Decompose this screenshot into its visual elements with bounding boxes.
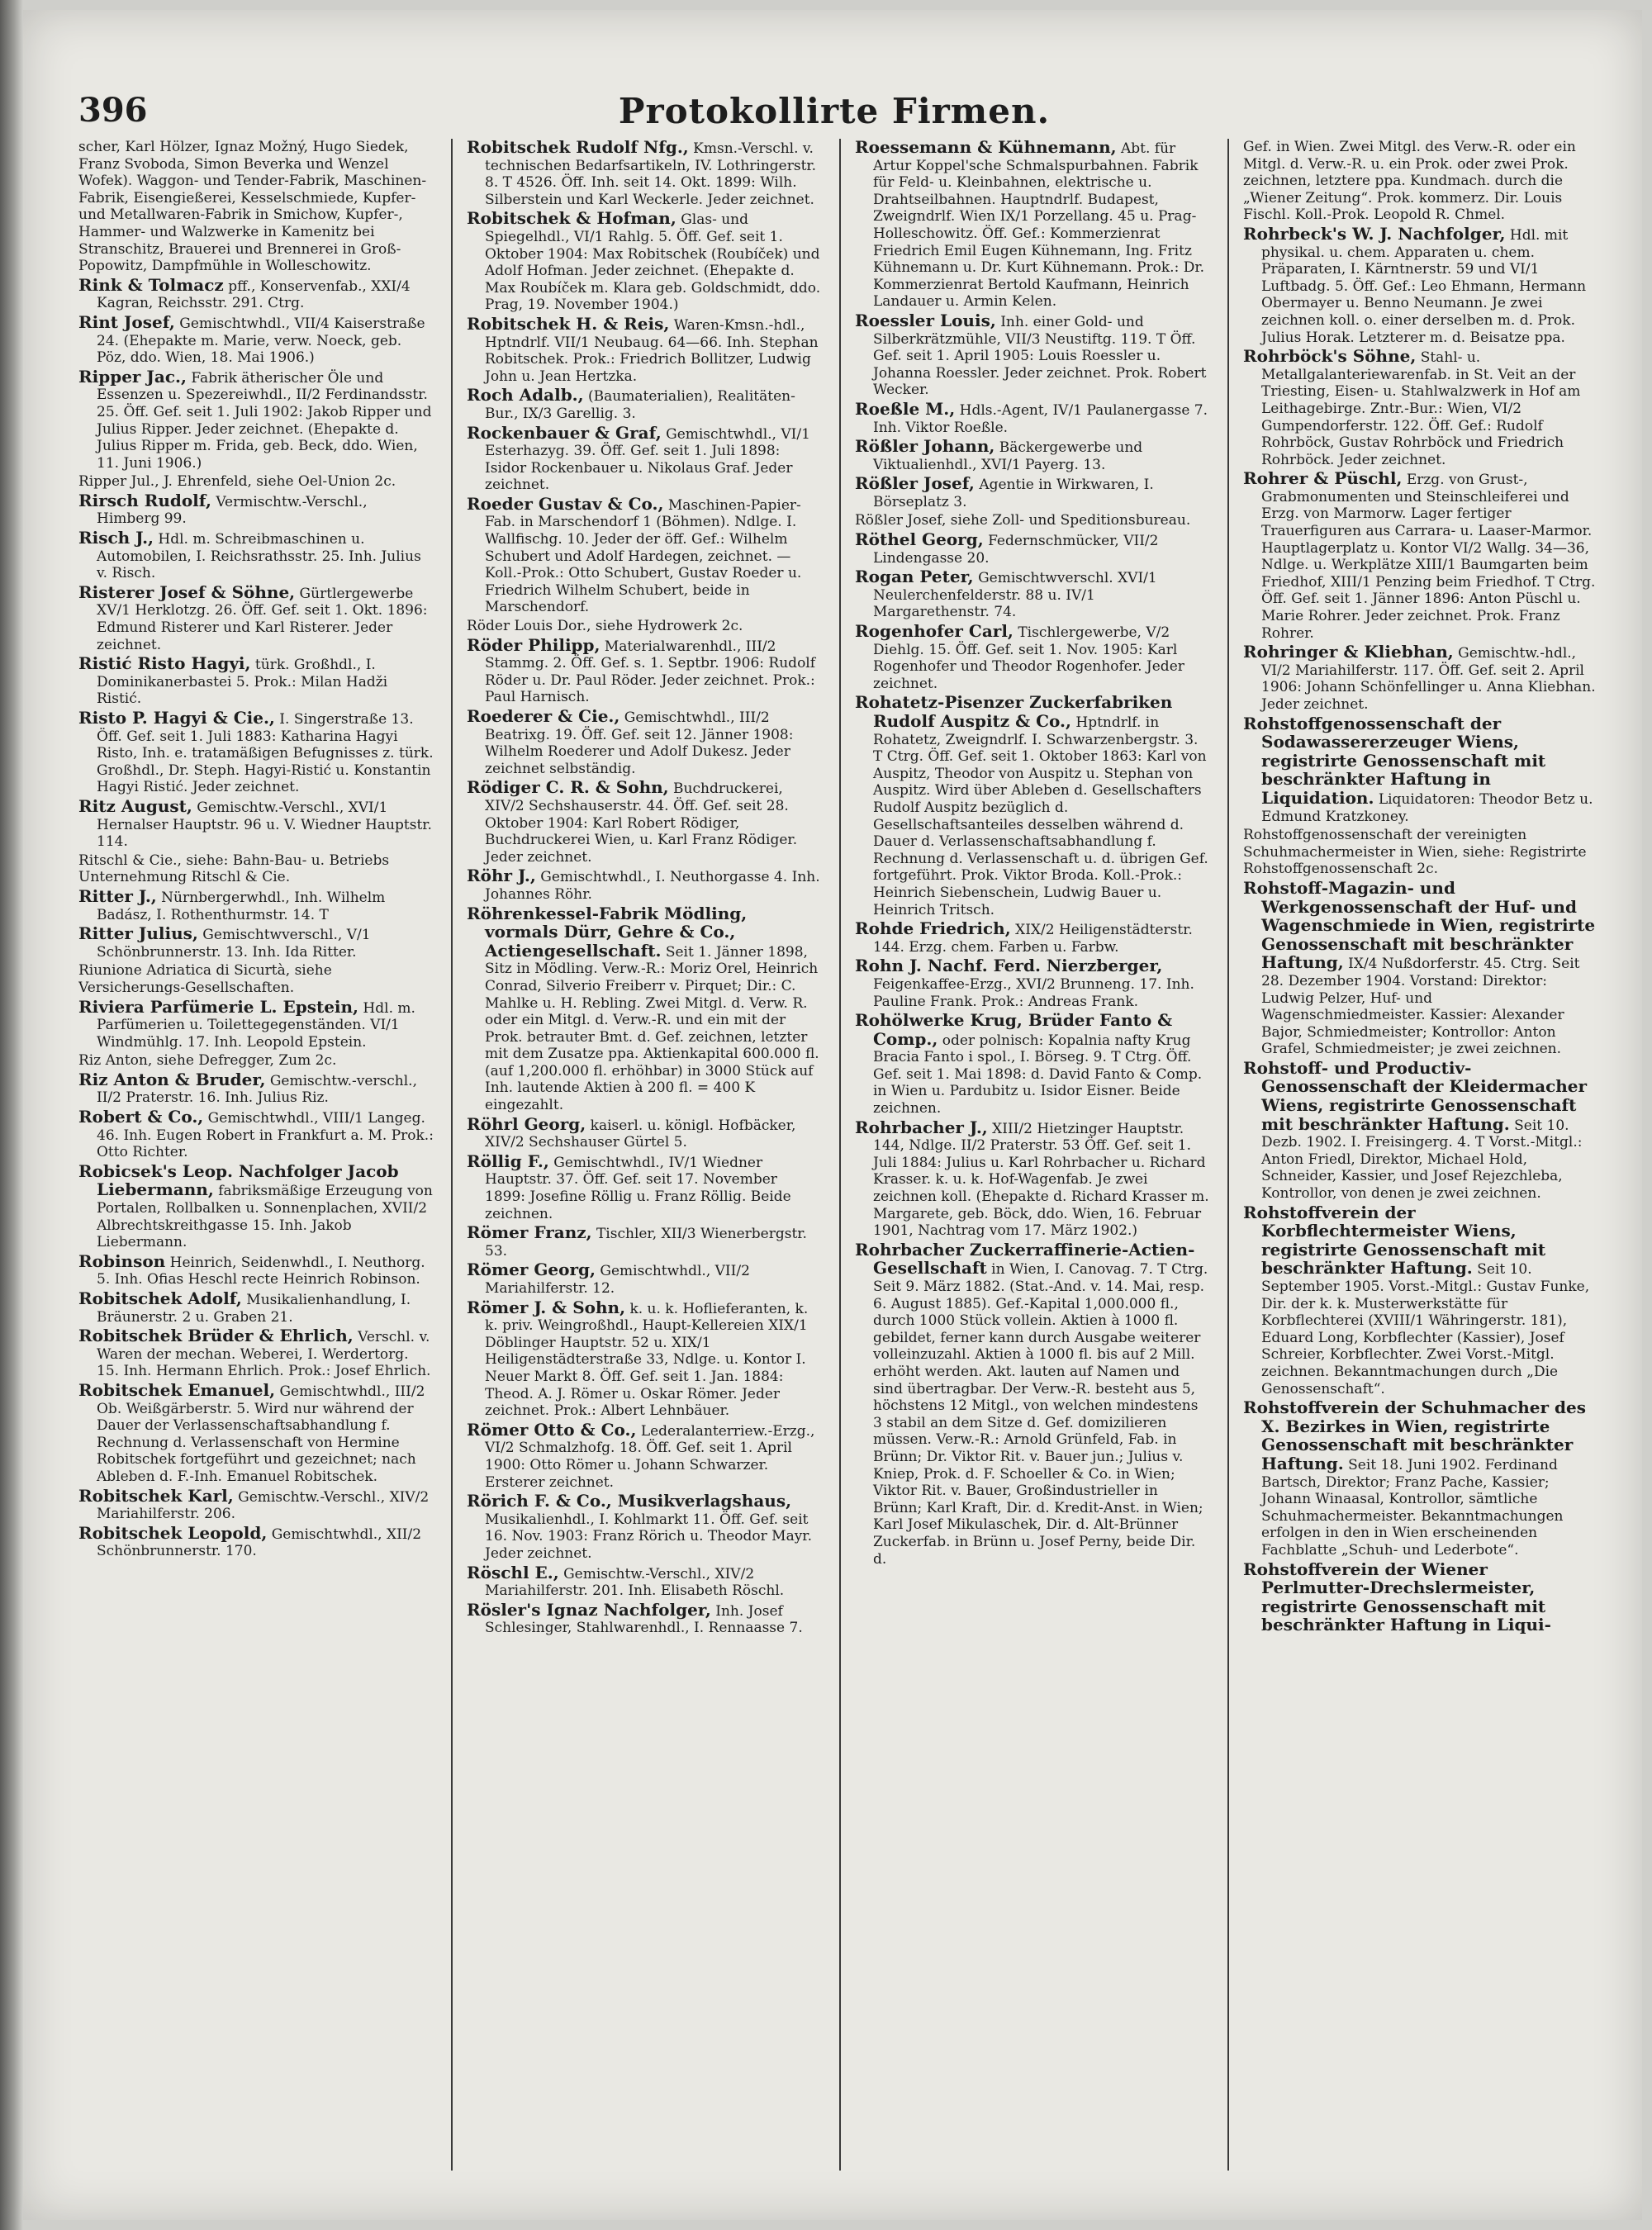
directory-entry (1243, 877, 1598, 1058)
entry-text: (Baumaterialien), Realitäten-Bur., IX/3 Garellig. 3. (485, 388, 795, 422)
firm-name: Rockenbauer & Graf, (467, 422, 662, 443)
directory-entry (467, 1492, 822, 1562)
scan-edge (0, 0, 23, 2230)
directory-entry (78, 492, 434, 528)
firm-name: Robinson (78, 1250, 166, 1271)
directory-entry (1243, 348, 1598, 468)
firm-name: Röllig F., (467, 1151, 549, 1171)
firm-name: Rörich F. & Co., Musikverlagshaus, (467, 1491, 792, 1511)
entry-text: Ritschl & Cie., siehe: Bahn-Bau- u. Betriebs Unternehmung Ritschl & Cie. (78, 852, 390, 886)
directory-entry (855, 438, 1210, 473)
firm-name: Röder Philipp, (467, 634, 601, 655)
entry-text: Inh. Josef Schlesinger, Stahlwarenhdl., I. Rennaasse 7. (485, 1602, 803, 1637)
directory-entry (78, 1108, 434, 1161)
directory-entry (1243, 827, 1598, 878)
directory-entry (78, 1522, 434, 1560)
directory-entry (467, 1601, 822, 1637)
directory-entry (78, 925, 434, 961)
firm-name: Roeßle M., (855, 398, 956, 419)
entry-text: Gemischtwhdl., IV/1 Wiedner Hauptstr. 37. Öff. Gef. seit 17. November 1899: Josefine Röllig u. Franz Röllig. Beide zeichnen. (485, 1154, 791, 1222)
firm-name: Rirsch Rudolf, (78, 490, 211, 510)
entry-text: Inh. einer Gold- und Silberkrätzmühle, VII/3 Neustiftg. 119. T Öff. Gef. seit 1. April 1905: Louis Roessler u. Johanna Roessler. Jeder zeichnet. Prok. Robert Wecker. (873, 313, 1207, 399)
firm-name: Rohde Friedrich, (855, 918, 1011, 939)
entry-text: Materialwarenhdl., III/2 Stammg. 2. Öff. Gef. s. 1. Septbr. 1906: Rudolf Röder u. Dr. Paul Röder. Jeder zeichnet. Prok.: Paul Harnisch. (485, 638, 816, 706)
firm-name: Risterer Josef & Söhne, (78, 581, 296, 602)
entry-text: Erzg. von Grust-, Grabmonumenten und Steinschleiferei und Erzg. von Marmorw. Lager fertiger Trauerfiguren aus Carrara- u. Laaser-Marmor. Hauptlagerplatz u. Kontor VI/2 Wallg. 34—36, Ndlge. u. Werkplätze XIII/1 Baumgarten beim Friedhof, XIII/1 Penzing beim Friedhof. T Ctrg. Öff. Gef. seit 1. Jänner 1896: Anton Püschl u. Marie Rohrer. Jeder zeichnet. Prok. Franz Rohrer. (1261, 472, 1596, 642)
column-2 (467, 139, 822, 2187)
directory-entry (78, 529, 434, 582)
entry-text: Musikalienhandlung, I. Bräunerstr. 2 u. Graben 21. (97, 1292, 411, 1326)
firm-name: Robitschek & Hofman, (467, 208, 676, 229)
entry-text: Gemischtwhdl., VII/2 Mariahilferstr. 12. (485, 1263, 750, 1297)
directory-entry (467, 313, 822, 385)
column-divider (451, 139, 453, 2171)
firm-name: Robitschek H. & Reis, (467, 313, 670, 334)
directory-entry (78, 274, 434, 312)
directory-entry (855, 1241, 1210, 1568)
firm-name: Rohstoffgenossenschaft der Sodawassererzeuger Wiens, registrirte Genossenschaft mit beschränkter Haftung in Liquidation. (1243, 713, 1546, 808)
entry-text: Waren-Kmsn.-hdl., Hptndrlf. VII/1 Neubaug. 64—66. Inh. Stephan Robitschek. Prok.: Friedrich Bollitzer, Ludwig John u. Jean Hertzka. (485, 316, 819, 385)
directory-entry (78, 1487, 434, 1523)
column-4 (1243, 139, 1598, 2187)
firm-name: Rohstoffverein der Schuhmacher des X. Bezirkes in Wien, registrirte Genossenschaft mit beschränkter Haftung. (1243, 1397, 1586, 1473)
entry-text: Verschl. v. Waren der mechan. Weberei, I. Werdertorg. 15. Inh. Hermann Ehrlich. Prok.: Josef Ehrlich. (97, 1329, 431, 1380)
column-divider (839, 139, 841, 2171)
entry-text: Tischlergewerbe, V/2 Diehlg. 15. Öff. Gef. seit 1. Nov. 1905: Karl Rogenhofer und Theodor Rogenhofer. Jeder zeichnet. (873, 624, 1184, 692)
firm-name: Ritz August, (78, 795, 192, 816)
directory-entry (467, 779, 822, 866)
firm-name: Rogan Peter, (855, 567, 974, 587)
firm-name: Ripper Jac., (78, 366, 187, 387)
page-number: 396 (78, 91, 148, 130)
entry-text: Agentie in Wirkwaren, I. Börseplatz 3. (873, 477, 1154, 510)
entry-text: Gemischtwhdl., VII/4 Kaiserstraße 24. (Ehepakte m. Marie, verw. Noeck, geb. Pöz, ddo. Wien, 18. Mai 1906.) (97, 315, 425, 367)
entry-text: Gemischtwhdl., VI/1 Esterhazyg. 39. Öff. Gef. seit 1. Juli 1898: Isidor Rockenbauer u. Nikolaus Graf. Jeder zeichnet. (485, 425, 810, 494)
firm-name: Roessemann & Kühnemann, (855, 139, 1117, 157)
entry-text: Lederalanterriew.-Erzg., VI/2 Schmalzhofg. 18. Öff. Gef. seit 1. April 1900: Otto Römer u. Johann Schwarzer. Ersterer zeichnet. (485, 1422, 815, 1491)
directory-entry (855, 1012, 1210, 1117)
directory-entry (1243, 1561, 1598, 1635)
firm-name: Rößler Josef, (855, 473, 975, 494)
entry-text: Glas- und Spiegelhdl., VI/1 Rahlg. 5. Öff. Gef. seit 1. Oktober 1904: Max Robitschek (Roubíček) und Adolf Hofman. Jeder zeichnet. (Ehepakte d. Max Roubíček m. Klara geb. Goldschmidt, ddo. Prag, 19. November 1904.) (485, 211, 821, 314)
entry-text: Heinrich, Seidenwhdl., I. Neuthorg. 5. Inh. Ofias Heschl recte Heinrich Robinson. (97, 1254, 425, 1288)
directory-entry (78, 368, 434, 472)
entry-text: Gemischtw.-Verschl., XIV/2 Mariahilferstr. 206. (97, 1488, 430, 1523)
directory-entry (855, 957, 1210, 1010)
page-title: Protokollirte Firmen. (618, 91, 1051, 131)
entry-text: Gemischtw.-hdl., VI/2 Mariahilferstr. 117. Öff. Gef. seit 2. April 1906: Johann Schönfellinger u. Anna Kliebhan. Jeder zeichnet. (1261, 645, 1596, 713)
entry-text: Stahl- u. Metallgalanteriewarenfab. in St. Veit an der Triesting, Eisen- u. Stahlwalzwerk in Hof am Leithagebirge. Zntr.-Bur.: Wien, VI/2 Gumpendorferstr. 122. Öff. Gef.: Rudolf Rohrböck, Gustav Rohrböck und Friedrich Rohrböck. Jeder zeichnet. (1261, 349, 1581, 468)
firm-name: Rösler's Ignaz Nachfolger, (467, 1599, 711, 1620)
entry-text: Riunione Adriatica di Sicurtà, siehe Versicherungs-Gesellschaften. (78, 962, 332, 996)
column-1 (78, 139, 434, 2187)
firm-name: Rohstoff- und Productiv-Genossenschaft der Kleidermacher Wiens, registrirte Genossenschaft mit beschränkter Haftung. (1243, 1057, 1588, 1134)
directory-entry (1243, 1204, 1598, 1398)
directory-entry (467, 1224, 822, 1260)
firm-name: Rint Josef, (78, 311, 175, 332)
entry-text: Feigenkaffee-Erzg., XVI/2 Brunneng. 17. Inh. Pauline Frank. Prok.: Andreas Frank. (873, 975, 1194, 1010)
entry-text: Rößler Josef, siehe Zoll- und Speditionsbureau. (855, 512, 1191, 529)
entry-text: Liquidatoren: Theodor Betz u. Edmund Kratzkoney. (1261, 790, 1593, 825)
directory-entry (78, 885, 434, 923)
entry-text: Buchdruckerei, XIV/2 Sechshauserstr. 44. Öff. Gef. seit 28. Oktober 1904: Karl Robert Rödiger, Buchdruckerei Wien, u. Karl Franz Rödiger. Jeder zeichnet. (485, 780, 798, 866)
firm-name: Roeder Gustav & Co., (467, 493, 664, 514)
directory-entry (855, 623, 1210, 692)
entry-text: Seit 18. Juni 1902. Ferdinand Bartsch, Direktor; Franz Pache, Kassier; Johann Winaasal, Kontrollor, sämtliche Schuhmachermeister. Bekanntmachungen erfolgen in den in Wien erscheinenden Fachblatte „Schuh- und Lederbote“. (1261, 1456, 1564, 1559)
firm-name: Ritter Julius, (78, 923, 198, 944)
entry-text: Fabrik ätherischer Öle und Essenzen u. Spezereiwhdl., II/2 Ferdinandsstr. 25. Öff. Gef. seit 1. Juli 1902: Jakob Ripper und Julius Ripper. Jeder zeichnet. (Ehepakte d. Julius Ripper m. Frida, geb. Beck, ddo. Wien, 11. Juni 1906.) (97, 369, 432, 472)
entry-text: Rohstoffgenossenschaft der vereinigten Schuhmachermeister in Wien, siehe: Registrirte Rohstoffgenossenschaft 2c. (1243, 827, 1587, 878)
firm-name: Römer J. & Sohn, (467, 1297, 626, 1317)
directory-entry (1243, 1399, 1598, 1559)
firm-name: Röschl E., (467, 1562, 559, 1582)
firm-name: Römer Georg, (467, 1260, 596, 1280)
directory-entry (467, 1421, 822, 1491)
firm-name: Rink & Tolmacz (78, 274, 224, 295)
firm-name: Robert & Co., (78, 1107, 204, 1127)
firm-name: Rohrbacher J., (855, 1117, 988, 1137)
directory-entry (467, 210, 822, 314)
directory-entry (467, 139, 822, 208)
entry-text: Hptndrlf. in Rohatetz, Zweigndrlf. I. Schwarzenbergstr. 3. T Ctrg. Öff. Gef. seit 1. Oktober 1863: Karl von Auspitz, Theodor von Auspitz u. Stephan von Auspitz. Wird über Ableben d. Gesellschafters Rudolf Auspitz bezüglich d. Gesellschaftsanteiles desselben während d. Dauer d. Verlassenschaftsabhandlung f. Rechnung d. Verlassenschaft u. d. übrigen Gef. fortgeführt. Prok. Viktor Broda. Koll.-Prok.: Heinrich Siebenschein, Ludwig Bauer u. Heinrich Tritsch. (873, 714, 1208, 918)
firm-name: Ritter J., (78, 885, 157, 906)
firm-name: Robitschek Leopold, (78, 1522, 268, 1543)
entry-text: türk. Großhdl., I. Dominikanerbastei 5. Prok.: Milan Hadži Ristić. (97, 657, 388, 708)
entry-text: Kmsn.-Verschl. v. technischen Bedarfsartikeln, IV. Lothringerstr. 8. T 4526. Öff. Inh. seit 14. Okt. 1899: Wilh. Silberstein und Karl Weckerle. Jeder zeichnet. (485, 140, 817, 208)
directory-entry (78, 1379, 434, 1486)
firm-name: Rohatetz-Pisenzer Zuckerfabriken Rudolf Auspitz & Co., (855, 692, 1173, 731)
entry-text: Gemischtw.-Verschl., XIV/2 Mariahilferstr. 201. Inh. Elisabeth Röschl. (485, 1565, 785, 1600)
entry-text: Nürnbergerwhdl., Inh. Wilhelm Badász, I. Rothenthurmstr. 14. T (97, 889, 386, 923)
firm-name: Rogenhofer Carl, (855, 621, 1014, 642)
entry-text: fabriksmäßige Erzeugung von Portalen, Rollbalken u. Sonnenplachen, XVII/2 Albrechtskreithgasse 15. Inh. Jakob Liebermann. (97, 1183, 433, 1251)
firm-name: Rohstoff-Magazin- und Werkgenossenschaft der Huf- und Wagenschmiede in Wien, registrirte Genossenschaft mit beschränkter Haftung, (1243, 877, 1596, 973)
firm-name: Röthel Georg, (855, 529, 984, 550)
entry-text: scher, Karl Hölzer, Ignaz Možný, Hugo Siedek, Franz Svoboda, Simon Beverka und Wenzel Wofek). Waggon- und Tender-Fabrik, Maschinen-Fabrik, Eisengießerei, Kesselschmiede, Kupfer- und Metallwaren-Fabrik in Smichow, Kupfer-, Hammer- und Walzwerke in Kamenitz bei Stranschitz, Brauerei und Brennerei in Groß-Popowitz, Dampfmühle in Wolleschowitz. (78, 139, 427, 275)
directory-entry (467, 1153, 822, 1222)
entry-text: Gemischtwverschl., V/1 Schönbrunnerstr. 13. Inh. Ida Ritter. (97, 927, 371, 961)
firm-name: Risto P. Hagyi & Cie., (78, 708, 275, 728)
firm-name: Römer Franz, (467, 1222, 592, 1243)
firm-name: Robitschek Emanuel, (78, 1379, 276, 1400)
directory-entry (855, 1119, 1210, 1240)
directory-entry (78, 1071, 434, 1107)
directory-entry (467, 634, 822, 706)
firm-name: Rohrer & Püschl, (1243, 468, 1403, 489)
directory-entry (467, 1261, 822, 1297)
firm-name: Robitschek Rudolf Nfg., (467, 139, 689, 157)
directory-entry (78, 1250, 434, 1288)
firm-name: Rödiger C. R. & Sohn, (467, 777, 669, 798)
firm-name: Riviera Parfümerie L. Epstein, (78, 996, 359, 1017)
directory-entry (1243, 1057, 1598, 1203)
entry-text: Seit 1. Jänner 1898, Sitz in Mödling. Verw.-R.: Moriz Orel, Heinrich Conrad, Silverio Freiberr v. Pirquet; Dir.: C. Mahlke u. H. Rebling. Zwei Mitgl. d. Verw. R. oder ein Mitgl. d. Verw.-R. und ein mit der Prok. betrauter Bmt. d. Gef. zeichnen, letzter mit dem Zusatze ppa. Aktienkapital 600.000 fl. (auf 1,200.000 fl. erhöhbar) in 3000 Stück auf Inh. lautende Aktien à 200 fl. = 400 K eingezahlt. (485, 943, 819, 1114)
entry-text: Vermischtw.-Verschl., Himberg 99. (97, 493, 368, 528)
firm-name: Rohstoffverein der Wiener Perlmutter-Drechslermeister, registrirte Genossenschaft mit beschränkter Haftung in Liqui- (1243, 1559, 1551, 1635)
entry-text: Hdl. m. Schreibmaschinen u. Automobilen, I. Reichsrathsstr. 25. Inh. Julius v. Risch. (97, 531, 421, 582)
directory-entry (467, 708, 822, 777)
firm-name: Rohstoffverein der Korbflechtermeister Wiens, registrirte Genossenschaft mit beschränkter Haftung. (1243, 1202, 1546, 1279)
entry-text: IX/4 Nußdorferstr. 45. Ctrg. Seit 28. Dezember 1904. Vorstand: Direktor: Ludwig Pelzer, Huf- und Wagenschmiedmeister. Kassier: Alexander Bajor, Schmiedmeister; Kontrollor: Anton Grafel, Schmiedmeister; je zwei zeichnen. (1261, 956, 1580, 1058)
entry-text: oder polnisch: Kopalnia nafty Krug Bracia Fanto i spol., I. Börseg. 9. T Ctrg. Öff. Gef. seit 1. Mai 1898: d. David Fanto & Comp. in Wien u. Pardubitz u. Isidor Eisner. Beide zeichnen. (873, 1032, 1203, 1117)
directory-entry (855, 920, 1210, 956)
entry-text: Federnschmücker, VII/2 Lindengasse 20. (873, 533, 1159, 567)
directory-entry (78, 581, 434, 653)
directory-entry (855, 398, 1210, 436)
directory-entry (855, 312, 1210, 399)
directory-entry (467, 422, 822, 494)
entry-text: Röder Louis Dor., siehe Hydrowerk 2c. (467, 618, 743, 635)
entry-text: Hdl. mit physikal. u. chem. Apparaten u. chem. Präparaten, I. Kärntnerstr. 59 und VI/1 Luftbadg. 5. Öff. Gef.: Leo Ehmann, Hermann Obermayer u. Benno Neumann. Je zwei zeichnen koll. o. einer derselben m. d. Prok. Julius Horak. Letzterer m. d. Beisatze ppa. (1261, 226, 1587, 346)
firm-name: Robitschek Karl, (78, 1485, 234, 1506)
entry-text: Bäckergewerbe und Viktualienhdl., XVI/1 Payerg. 13. (873, 439, 1143, 473)
directory-entry (78, 709, 434, 796)
entry-text: Seit 10. September 1905. Vorst.-Mitgl.: Gustav Funke, Dir. der k. k. Musterwerkstätte für Korbflechterei (XVIII/1 Währingerstr. 181), Eduard Long, Korbflechter (Kassier), Josef Schreier, Korbflechter. Zwei Vorst.-Mitgl. zeichnen. Bekanntmachungen durch „Die Genossenschaft“. (1261, 1261, 1590, 1397)
firm-name: Riz Anton & Bruder, (78, 1069, 266, 1089)
entry-text: Gef. in Wien. Zwei Mitgl. des Verw.-R. oder ein Mitgl. d. Verw.-R. u. ein Prok. oder zwei Prok. zeichnen, letztere ppa. Kundmach. durch die „Wiener Zeitung“. Prok. kommerz. Dir. Louis Fischl. Koll.-Prok. Leopold R. Chmel. (1243, 139, 1576, 224)
directory-entry (1243, 225, 1598, 346)
entry-text: Gemischtwhdl., III/2 Beatrixg. 19. Öff. Gef. seit 12. Jänner 1908: Wilhelm Roederer und Adolf Dukesz. Jeder zeichnet selbständig. (485, 709, 794, 777)
directory-entry (78, 1160, 434, 1251)
directory-entry (78, 311, 434, 367)
firm-name: Ristić Risto Hagyi, (78, 653, 251, 674)
entry-text: Hdls.-Agent, IV/1 Paulanergasse 7. Inh. Viktor Roeßle. (873, 401, 1208, 436)
firm-name: Roederer & Cie., (467, 706, 620, 726)
entry-text: Gemischtwhdl., III/2 Ob. Weißgärberstr. 5. Wird nur während der Dauer der Verlassenschaftsabhandlung f. Rechnung d. Verlassenschaft von Hermine Robitschek fortgeführt und gezeichnet; nach Ableben d. F.-Inh. Emanuel Robitschek. (97, 1383, 425, 1485)
directory-entry (78, 962, 434, 996)
entry-text: Gemischtwverschl. XVI/1 Neulerchenfelderstr. 88 u. IV/1 Margarethenstr. 74. (873, 570, 1157, 621)
directory-entry (78, 1052, 434, 1070)
directory-entry (855, 694, 1210, 918)
directory-entry (78, 852, 434, 886)
directory-entry (1243, 643, 1598, 713)
entry-text: Gemischtw.-Verschl., XVI/1 Hernalser Hauptstr. 96 u. V. Wiedner Hauptstr. 114. (97, 799, 432, 851)
directory-entry (78, 1290, 434, 1326)
directory-entry (78, 139, 434, 275)
directory-entry (467, 1564, 822, 1600)
directory-entry (467, 1113, 822, 1151)
firm-name: Robitschek Brüder & Ehrlich, (78, 1326, 354, 1346)
firm-name: Röhrenkessel-Fabrik Mödling, vormals Dürr, Gehre & Co., Actiengesellschaft. (467, 903, 748, 961)
directory-entry (1243, 470, 1598, 642)
directory-entry (855, 512, 1210, 529)
firm-name: Römer Otto & Co., (467, 1419, 637, 1440)
directory-entry (855, 568, 1210, 621)
entry-text: Hdl. m. Parfümerien u. Toilettegegenständen. VI/1 Windmühlg. 17. Inh. Leopold Epstein. (97, 999, 415, 1051)
directory-entry (1243, 715, 1598, 826)
entry-text: Gemischtw.-verschl., II/2 Praterstr. 16. Inh. Julius Riz. (97, 1072, 417, 1107)
entry-text: k. u. k. Hoflieferanten, k. k. priv. Weingroßhdl., Haupt-Kellereien XIX/1 Döblinger Hauptstr. 52 u. XIX/1 Heiligenstädterstraße 33, Ndlge. u. Kontor I. Neuer Markt 8. Öff. Gef. seit 1. Jan. 1884: Theod. A. J. Römer u. Oskar Römer. Jeder zeichnet. Prok.: Albert Lehnbäuer. (485, 1300, 809, 1420)
firm-name: Risch J., (78, 528, 154, 548)
entry-text: Gürtlergewerbe XV/1 Herklotzg. 26. Öff. Gef. seit 1. Okt. 1896: Edmund Risterer und Karl Risterer. Jeder zeichnet. (97, 585, 428, 653)
entry-text: Seit 10. Dezb. 1902. I. Freisingerg. 4. T Vorst.-Mitgl.: Anton Friedl, Direktor, Michael Hold, Schneider, Kassier, und Josef Rejezchleba, Kontrollor, von denen je zwei zeichnen. (1261, 1117, 1583, 1203)
directory-entry (855, 475, 1210, 510)
directory-entry (467, 618, 822, 635)
directory-entry (467, 867, 822, 903)
entry-text: Maschinen-Papier-Fab. in Marschendorf 1 (Böhmen). Ndlge. I. Wallfischg. 10. Jeder der öff. Gef.: Wilhelm Schubert und Adolf Hardegen, zeichnet. — Koll.-Prok.: Otto Schubert, Gustav Roeder u. Friedrich Wilhelm Schubert, beide in Marschendorf. (485, 496, 802, 616)
entry-text: XIX/2 Heiligenstädterstr. 144. Erzg. chem. Farben u. Farbw. (873, 922, 1193, 956)
firm-name: Rohn J. Nachf. Ferd. Nierzberger, (855, 956, 1163, 976)
entry-text: I. Singerstraße 13. Öff. Gef. seit 1. Juli 1883: Katharina Hagyi Risto, Inh. e. tratamäßigen Befugnisses z. türk. Großhdl., Dr. Steph. Hagyi-Ristić u. Konstantin Hagyi Ristić. Jeder zeichnet. (97, 711, 434, 796)
entry-text: Musikalienhdl., I. Kohlmarkt 11. Öff. Gef. seit 16. Nov. 1903: Franz Rörich u. Theodor Mayr. Jeder zeichnet. (485, 1511, 812, 1562)
entry-text: in Wien, I. Canovag. 7. T Ctrg. Seit 9. März 1882. (Stat.-And. v. 14. Mai, resp. 6. August 1885). Gef.-Kapital 1,000.000 fl., durch 1000 Stück vollein. Aktien à 1000 fl. gebildet, ferner kann durch Ausgabe weiterer volleinzuzahl. Aktien à 1000 fl. bis auf 2 Mill. erhöht werden. Akt. lauten auf Namen und sind übertragbar. Der Verw.-R. besteht aus 5, höchstens 12 Mitgl., von welchen mindestens 3 stabil an dem Sitze d. Gef. domizilieren müssen. Verw.-R.: Arnold Grünfeld, Fab. in Brünn; Dr. Viktor Rit. v. Bauer jun.; Julius v. Kniep, Prok. d. F. Schoeller & Co. in Wien; Viktor Rit. v. Bauer, Großindustrieller in Brünn; Karl Kraft, Dir. d. Kredit-Anst. in Wien; Karl Josef Mikulaschek, Dir. d. Alt-Brünner Zuckerfab. in Brünn u. Josef Perny, beide Dir. d. (873, 1261, 1208, 1568)
directory-entry (78, 1327, 434, 1380)
entry-text: pff., Konservenfab., XXI/4 Kagran, Reichsstr. 291. Ctrg. (97, 278, 411, 312)
entry-text: Tischler, XII/3 Wienerbergstr. 53. (485, 1226, 807, 1260)
firm-name: Röhrl Georg, (467, 1113, 586, 1134)
entry-text: Gemischtwhdl., XII/2 Schönbrunnerstr. 170. (97, 1525, 422, 1560)
directory-entry (78, 473, 434, 491)
entry-text: Gemischtwhdl., VIII/1 Langeg. 46. Inh. Eugen Robert in Frankfurt a. M. Prok.: Otto Richter. (97, 1110, 434, 1161)
directory-entry (78, 795, 434, 851)
entry-text: XIII/2 Hietzinger Hauptstr. 144, Ndlge. II/2 Praterstr. 53 Öff. Gef. seit 1. Juli 1884: Julius u. Karl Rohrbacher u. Richard Krasser. k. u. k. Hof-Wagenfab. Je zwei zeichnen koll. (Ehepakte d. Richard Krasser m. Margarete, geb. Böck, ddo. Wien, 16. Februar 1901, Nachtrag vom 17. März 1902.) (873, 1120, 1209, 1240)
entry-text: kaiserl. u. königl. Hofbäcker, XIV/2 Sechshauser Gürtel 5. (485, 1117, 796, 1151)
firm-name: Rößler Johann, (855, 436, 995, 457)
firm-name: Rohölwerke Krug, Brüder Fanto & Comp., (855, 1010, 1173, 1049)
column-divider (1227, 139, 1229, 2171)
firm-name: Rohringer & Kliebhan, (1243, 642, 1454, 662)
entry-text: Riz Anton, siehe Defregger, Zum 2c. (78, 1052, 337, 1070)
firm-name: Roessler Louis, (855, 310, 996, 330)
firm-name: Rohrbacher Zuckerraffinerie-Actien-Gesellschaft (855, 1239, 1195, 1279)
firm-name: Robitschek Adolf, (78, 1288, 242, 1308)
firm-name: Roch Adalb., (467, 385, 584, 406)
directory-columns (78, 139, 1598, 2187)
directory-entry (467, 905, 822, 1114)
firm-name: Rohrböck's Söhne, (1243, 346, 1417, 367)
entry-text: Gemischtwhdl., I. Neuthorgasse 4. Inh. Johannes Röhr. (485, 869, 820, 903)
directory-entry (467, 1299, 822, 1420)
firm-name: Rohrbeck's W. J. Nachfolger, (1243, 223, 1506, 244)
firm-name: Röhr J., (467, 866, 536, 886)
directory-entry (1243, 139, 1598, 224)
entry-text: Abt. für Artur Koppel'sche Schmalspurbahnen. Fabrik für Feld- u. Kleinbahnen, elektrische u. Drahtseilbahnen. Hauptndrlf. Budapest, Zweigndrlf. Wien IX/1 Porzellang. 45 u. Prag-Holleschowitz. Öff. Gef.: Kommerzienrat Friedrich Emil Eugen Kühnemann, Ing. Fritz Kühnemann u. Dr. Kurt Kühnemann. Prok.: Dr. Kommerzienrat Bertold Kaufmann, Heinrich Landauer u. Armin Kelen. (873, 140, 1205, 311)
directory-entry (855, 139, 1210, 311)
firm-name: Robicsek's Leop. Nachfolger Jacob Liebermann, (78, 1160, 399, 1200)
directory-entry (855, 531, 1210, 567)
directory-entry (78, 996, 434, 1051)
entry-text: Ripper Jul., J. Ehrenfeld, siehe Oel-Union 2c. (78, 473, 396, 491)
column-3 (855, 139, 1210, 2187)
directory-entry (467, 387, 822, 422)
directory-entry (78, 655, 434, 708)
directory-entry (467, 493, 822, 616)
